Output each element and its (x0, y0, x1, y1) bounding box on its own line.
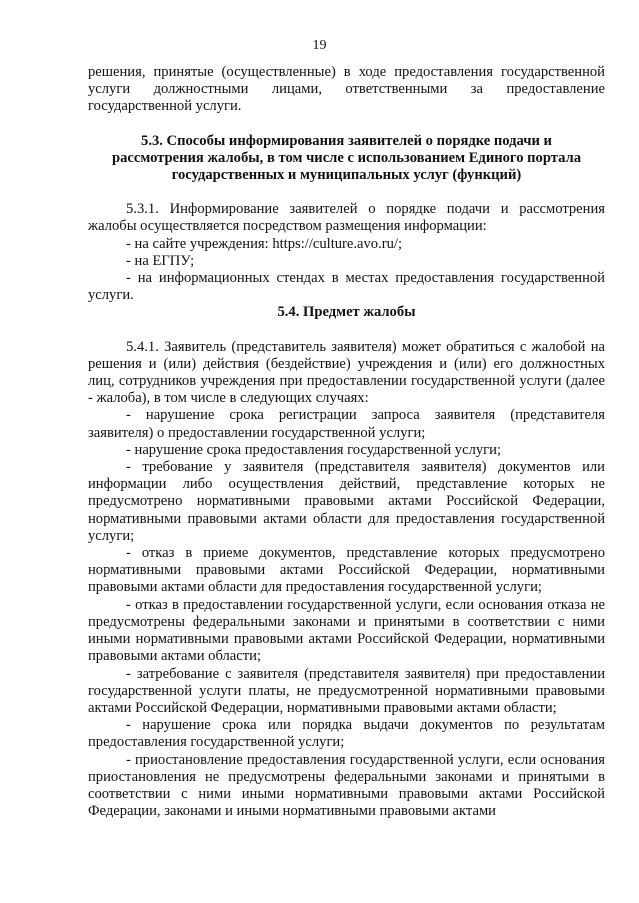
section-5-4-item: - нарушение срока или порядка выдачи документов по результатам предоставления государственной услуги; (88, 717, 605, 751)
section-5-3-paragraph: 5.3.1. Информирование заявителей о порядке подачи и рассмотрения жалобы осуществляется посредством размещения информации: (88, 201, 605, 235)
section-5-4-item: - требование у заявителя (представителя заявителя) документов или информации либо осуществления действий, представление которых не предусмотрено нормативными правовыми актами Российской Федерации, нормативными правовыми актами области для предоставления государственной услуги; (88, 459, 605, 544)
section-5-4-heading: 5.4. Предмет жалобы (277, 304, 416, 321)
section-5-4-item: - нарушение срока регистрации запроса заявителя (представителя заявителя) о предоставлении государственной услуги; (88, 407, 605, 441)
section-5-3-item: - на ЕГПУ; (126, 252, 195, 269)
section-5-4-item: - нарушение срока предоставления государственной услуги; (126, 441, 502, 458)
section-5-4-paragraph: 5.4.1. Заявитель (представитель заявителя) может обратиться с жалобой на решения и (или) действия (бездействие) учреждения и (или) его должностных лиц, сотрудников учреждения при предоставлении государственной услуги (далее - жалоба), в том числе в следующих случаях: (88, 338, 605, 407)
page-content (88, 64, 605, 820)
section-5-4-item: - отказ в предоставлении государственной услуги, если основания отказа не предусмотрены федеральными законами и принятыми в соответствии с ними иными нормативными правовыми актами Российской Федерации, нормативными правовыми актами области; (88, 596, 605, 665)
section-5-4-item: - отказ в приеме документов, представление которых предусмотрено нормативными правовыми актами Российской Федерации, нормативными правовыми актами области для предоставления государственной услуги; (88, 545, 605, 596)
section-5-3-item: - на сайте учреждения: https://culture.avo.ru/; (126, 235, 403, 252)
section-5-4-item: - затребование с заявителя (представителя заявителя) при предоставлении государственной услуги платы, не предусмотренной нормативными правовыми актами Российской Федерации, нормативными правовыми актами области; (88, 665, 605, 716)
section-5-3-heading: 5.3. Способы информирования заявителей о порядке подачи и рассмотрения жалобы, в том числе с использованием Единого портала государственных и муниципальных услуг (функций) (111, 132, 582, 184)
section-5-4-item: - приостановление предоставления государственной услуги, если основания приостановления не предусмотрены федеральными законами и принятыми в соответствии с ними иными нормативными правовыми актами Российской Федерации, законами и иными нормативными правовыми актами (88, 751, 605, 820)
section-5-3-item: - на информационных стендах в местах предоставления государственной услуги. (88, 270, 605, 304)
page-number: 19 (312, 38, 327, 53)
intro-paragraph: решения, принятые (осуществленные) в ходе предоставления государственной услуги должностными лицами, ответственными за предоставление государственной услуги. (88, 64, 605, 115)
